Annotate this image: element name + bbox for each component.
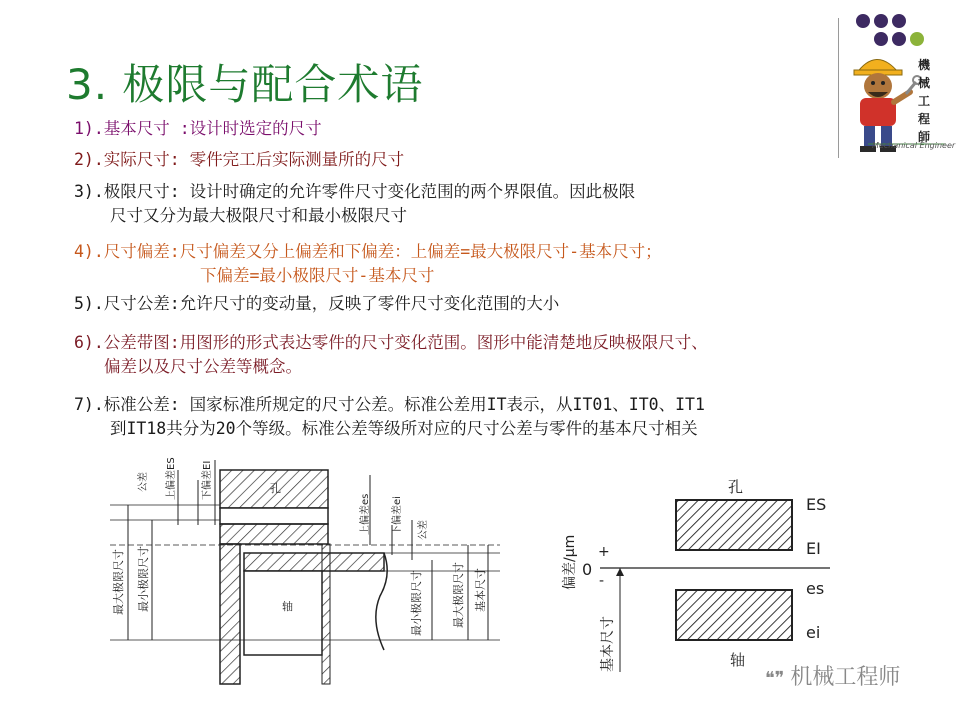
shaft-tolerance-zone bbox=[676, 590, 792, 640]
label-shaft: 轴 bbox=[282, 600, 293, 613]
label-deviation-axis: 偏差/μm bbox=[562, 534, 578, 590]
hole-tolerance-zone bbox=[676, 500, 792, 550]
wechat-icon: ❝❞ bbox=[765, 668, 785, 689]
term-line: 2).实际尺寸: 零件完工后实际测量所的尺寸 bbox=[74, 150, 405, 169]
label-plus: + bbox=[598, 544, 610, 560]
label-upper-dev-ES: 上偏差ES bbox=[166, 457, 177, 500]
term-line: 6).公差带图:用图形的形式表达零件的尺寸变化范围。图形中能清楚地反映极限尺寸、 bbox=[74, 333, 708, 352]
term-line: 3).极限尺寸: 设计时确定的允许零件尺寸变化范围的两个界限值。因此极限 bbox=[74, 182, 636, 201]
term-line-cont: 尺寸又分为最大极限尺寸和最小极限尺寸 bbox=[110, 206, 407, 225]
term-line: 5).尺寸公差:允许尺寸的变动量，反映了零件尺寸变化范围的大小 bbox=[74, 294, 560, 313]
label-min-limit: 最小极限尺寸 bbox=[137, 546, 150, 612]
badge-english-label: Mechanical Engineer bbox=[872, 141, 956, 150]
label-lower-dev-EI: 下偏差EI bbox=[202, 460, 213, 500]
label-max-limit-2: 最大极限尺寸 bbox=[452, 562, 465, 628]
label-hole-right: 孔 bbox=[728, 478, 744, 496]
watermark-text: 机械工程师 bbox=[790, 665, 901, 690]
label-minus: - bbox=[599, 573, 605, 589]
label-hole: 孔 bbox=[270, 482, 281, 495]
label-min-limit-2: 最小极限尺寸 bbox=[410, 570, 423, 636]
label-ei: ei bbox=[806, 623, 821, 642]
label-basic-size-right: 基本尺寸 bbox=[600, 616, 616, 672]
label-tolerance-2: 公差 bbox=[418, 520, 429, 540]
label-es: es bbox=[806, 579, 825, 598]
label-EI: EI bbox=[806, 539, 821, 558]
label-basic-size: 基本尺寸 bbox=[474, 568, 487, 612]
term-line-cont: 偏差以及尺寸公差等概念。 bbox=[104, 357, 302, 376]
label-shaft-right: 轴 bbox=[730, 651, 746, 669]
label-zero: 0 bbox=[582, 560, 593, 579]
label-lower-dev-ei: 下偏差ei bbox=[392, 496, 403, 535]
label-tolerance: 公差 bbox=[138, 472, 149, 492]
term-line: 4).尺寸偏差:尺寸偏差又分上偏差和下偏差：上偏差=最大极限尺寸-基本尺寸； bbox=[74, 242, 662, 261]
term-line-cont: 下偏差=最小极限尺寸-基本尺寸 bbox=[200, 266, 435, 285]
term-line: 7).标准公差: 国家标准所规定的尺寸公差。标准公差用IT表示，从IT01、IT0、IT1 bbox=[74, 395, 705, 414]
label-ES: ES bbox=[806, 495, 827, 514]
term-line: 1).基本尺寸 :设计时选定的尺寸 bbox=[74, 119, 322, 138]
label-upper-dev-es: 上偏差es bbox=[360, 493, 371, 535]
badge-text: 機械工程師 bbox=[918, 58, 931, 144]
watermark bbox=[765, 660, 900, 691]
slide-title: 3. 极限与配合术语 bbox=[66, 60, 424, 109]
label-max-limit: 最大极限尺寸 bbox=[112, 549, 125, 615]
term-line-cont: 到IT18共分为20个等级。标准公差等级所对应的尺寸公差与零件的基本尺寸相关 bbox=[110, 419, 698, 438]
